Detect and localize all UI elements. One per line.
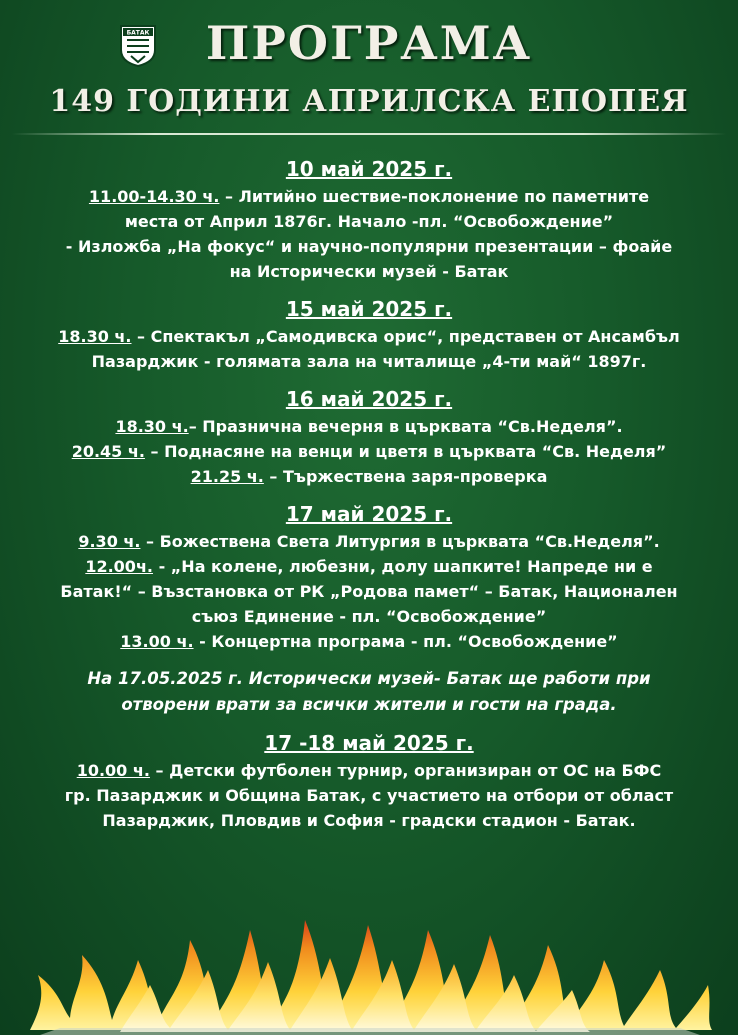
event-line	[0, 579, 738, 604]
event-time: 12.00ч.	[85, 557, 153, 576]
event-time: 13.00 ч.	[120, 632, 194, 651]
event-text: гр. Пазарджик и Община Батак, с участието на отбори от област	[64, 786, 674, 805]
poster-subtitle: 149 ГОДИНИ АПРИЛСКА ЕПОПЕЯ	[49, 84, 689, 119]
event-text: – Тържествена заря-проверка	[263, 467, 548, 486]
program-day	[0, 296, 738, 374]
program-day	[0, 730, 738, 833]
event-time: 11.00-14.30 ч.	[88, 187, 220, 206]
event-time: 9.30 ч.	[78, 532, 141, 551]
event-text: – Детски футболен турнир, организиран от ОС на БФС	[149, 761, 662, 780]
svg-text:БАТАК: БАТАК	[126, 29, 150, 37]
day-date: 10 май 2025 г.	[285, 157, 453, 181]
event-text: - Изложба „На фокус“ и научно-популярни презентации – фоайе	[65, 237, 673, 256]
event-text: - Концертна програма - пл. “Освобождение”	[193, 632, 618, 651]
poster-title: ПРОГРАМА	[205, 16, 533, 70]
event-line	[0, 259, 738, 284]
program-content	[0, 156, 738, 845]
event-line	[0, 324, 738, 349]
note-line: отворени врати за всички жители и гости на града.	[121, 695, 617, 714]
day-date: 17 -18 май 2025 г.	[264, 731, 474, 755]
event-time: 10.00 ч.	[76, 761, 150, 780]
event-text: Пазарджик, Пловдив и София - градски стадион - Батак.	[102, 811, 636, 830]
day-date: 15 май 2025 г.	[285, 297, 453, 321]
event-text: - „На колене, любезни, долу шапките! Напреде ни е	[153, 557, 653, 576]
note-line: На 17.05.2025 г. Исторически музей- Батак ще работи при	[87, 669, 651, 688]
event-line	[0, 464, 738, 489]
program-day	[0, 501, 738, 654]
event-line	[0, 629, 738, 654]
event-time: 21.25 ч.	[190, 467, 264, 486]
event-line	[0, 184, 738, 209]
event-line	[0, 808, 738, 833]
event-line	[0, 234, 738, 259]
eternal-flame-illustration	[0, 900, 738, 1035]
event-time: 20.45 ч.	[71, 442, 145, 461]
event-text: места от Април 1876г. Начало -пл. “Освобождение”	[124, 212, 614, 231]
header-divider	[12, 133, 726, 135]
event-text: – Празнична вечерня в църквата “Св.Неделя”.	[188, 417, 623, 436]
event-time: 18.30 ч.	[58, 327, 132, 346]
event-text: – Божествена Света Литургия в църквата “Св.Неделя”.	[140, 532, 660, 551]
day-date: 17 май 2025 г.	[285, 502, 453, 526]
event-line	[0, 439, 738, 464]
event-line	[0, 604, 738, 629]
museum-note	[0, 666, 738, 718]
event-line	[0, 414, 738, 439]
event-text: – Поднасяне на венци и цветя в църквата “Св. Неделя”	[144, 442, 667, 461]
event-text: Батак!“ – Възстановка от РК „Родова памет“ – Батак, Национален	[60, 582, 678, 601]
event-line	[0, 758, 738, 783]
event-text: на Исторически музей - Батак	[229, 262, 509, 281]
program-day	[0, 386, 738, 489]
day-date: 16 май 2025 г.	[285, 387, 453, 411]
event-time: 18.30 ч.	[115, 417, 189, 436]
program-day	[0, 156, 738, 284]
event-text: съюз Единение - пл. “Освобождение”	[191, 607, 547, 626]
event-text: Пазарджик - голямата зала на читалище „4-ти май“ 1897г.	[91, 352, 647, 371]
event-text: – Спектакъл „Самодивска орис“, представен от Ансамбъл	[131, 327, 680, 346]
event-line	[0, 209, 738, 234]
event-line	[0, 554, 738, 579]
event-text: – Литийно шествие-поклонение по паметните	[219, 187, 650, 206]
event-line	[0, 349, 738, 374]
event-line	[0, 783, 738, 808]
event-line	[0, 529, 738, 554]
